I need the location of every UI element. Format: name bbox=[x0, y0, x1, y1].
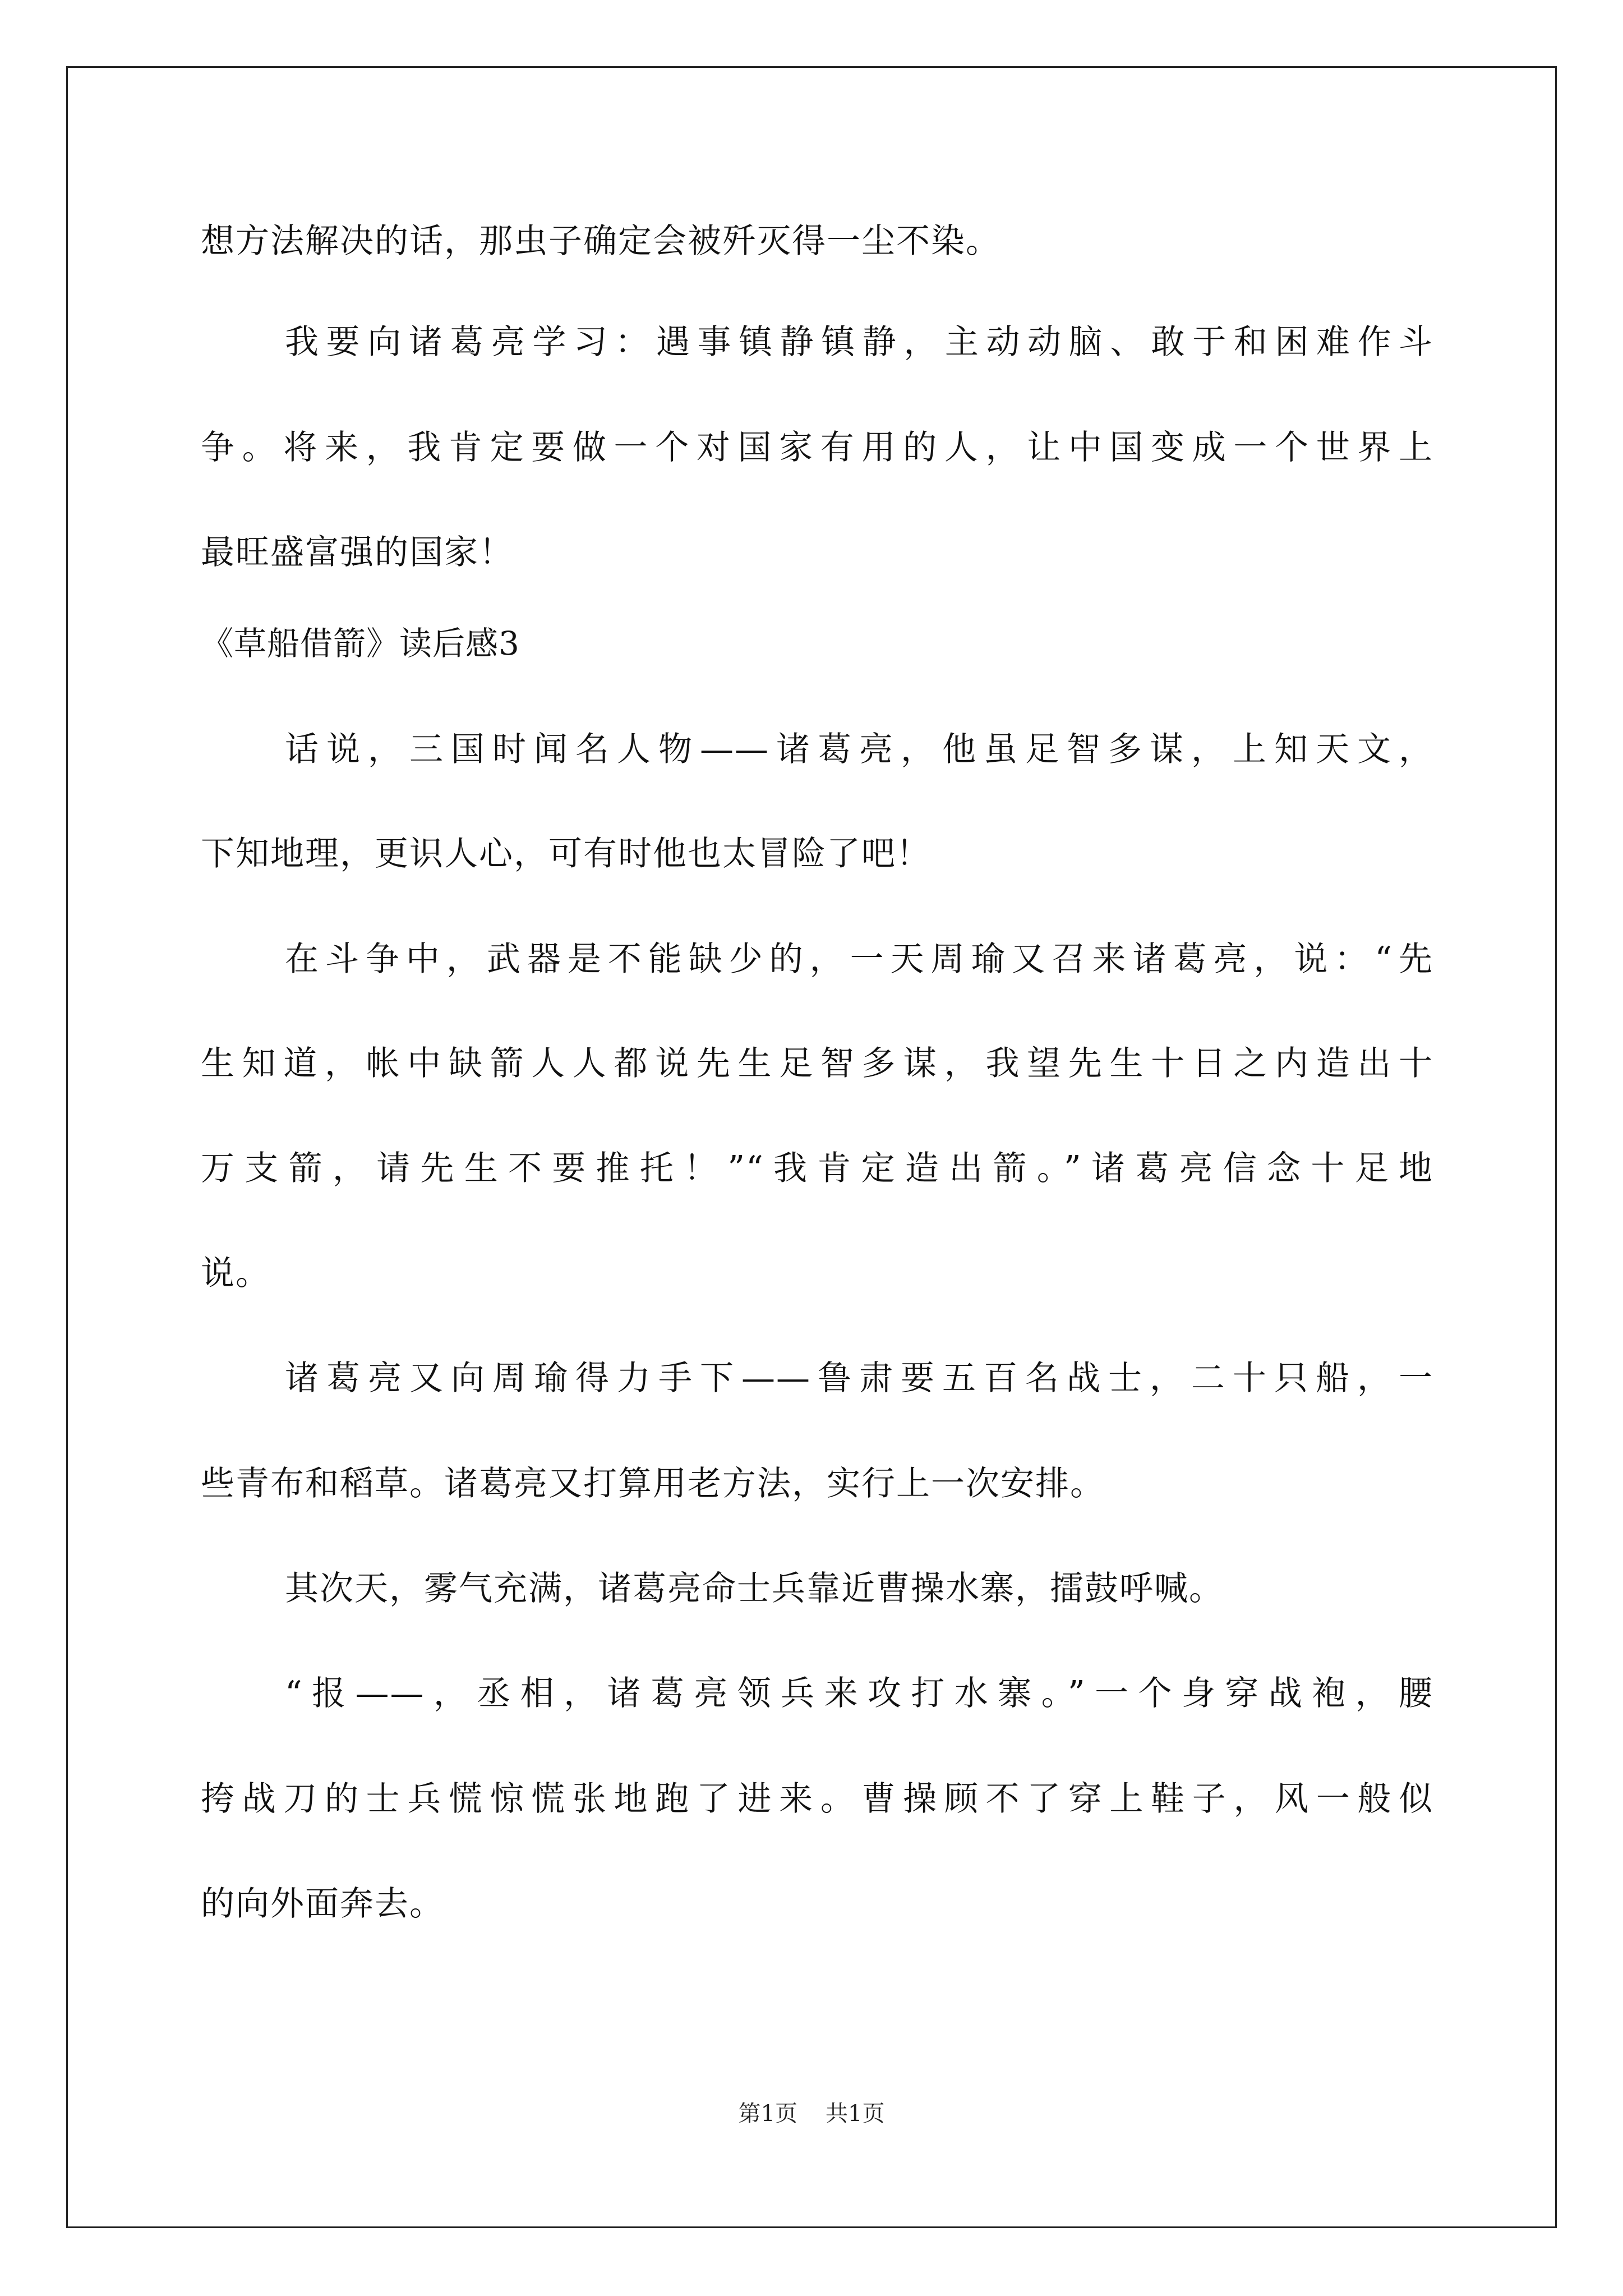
text-line-13: 些青布和稻草。诸葛亮又打算用老方法，实行上一次安排。 bbox=[201, 1464, 1105, 1503]
text-line-14: 其次天，雾气充满，诸葛亮命士兵靠近曹操水寨，擂鼓呼喊。 bbox=[285, 1569, 1224, 1608]
text-line-10: 万支箭，请先生不要推托！”“我肯定造出箭。”诸葛亮信念十足地 bbox=[201, 1149, 1433, 1188]
text-line-17: 的向外面奔去。 bbox=[201, 1884, 444, 1924]
page-footer bbox=[0, 2100, 1623, 2128]
text-line-6: 话说，三国时闻名人物——诸葛亮，他虽足智多谋，上知天文， bbox=[285, 730, 1433, 769]
text-line-2: 我要向诸葛亮学习：遇事镇静镇静，主动动脑、敢于和困难作斗 bbox=[285, 323, 1433, 362]
text-line-7: 下知地理，更识人心，可有时他也太冒险了吧！ bbox=[201, 834, 931, 873]
text-line-11: 说。 bbox=[201, 1254, 270, 1293]
text-line-16: 挎战刀的士兵慌惊慌张地跑了进来。曹操顾不了穿上鞋子，风一般似 bbox=[201, 1779, 1433, 1819]
text-line-1: 想方法解决的话，那虫子确定会被歼灭得一尘不染。 bbox=[201, 222, 1000, 261]
text-line-12: 诸葛亮又向周瑜得力手下——鲁肃要五百名战士，二十只船，一 bbox=[285, 1359, 1433, 1398]
page-number: 第1页 bbox=[738, 2101, 797, 2127]
text-line-3: 争。将来，我肯定要做一个对国家有用的人，让中国变成一个世界上 bbox=[201, 428, 1433, 467]
text-line-4: 最旺盛富强的国家！ bbox=[201, 533, 514, 572]
text-line-9: 生知道，帐中缺箭人人都说先生足智多谋，我望先生十日之内造出十 bbox=[201, 1044, 1433, 1083]
text-line-15: “报——，丞相，诸葛亮领兵来攻打水寨。”一个身穿战袍，腰 bbox=[285, 1674, 1433, 1713]
page-total: 共1页 bbox=[826, 2101, 885, 2127]
text-line-8: 在斗争中，武器是不能缺少的，一天周瑜又召来诸葛亮，说：“先 bbox=[285, 940, 1433, 979]
section-heading: 《草船借箭》读后感3 bbox=[201, 624, 520, 662]
